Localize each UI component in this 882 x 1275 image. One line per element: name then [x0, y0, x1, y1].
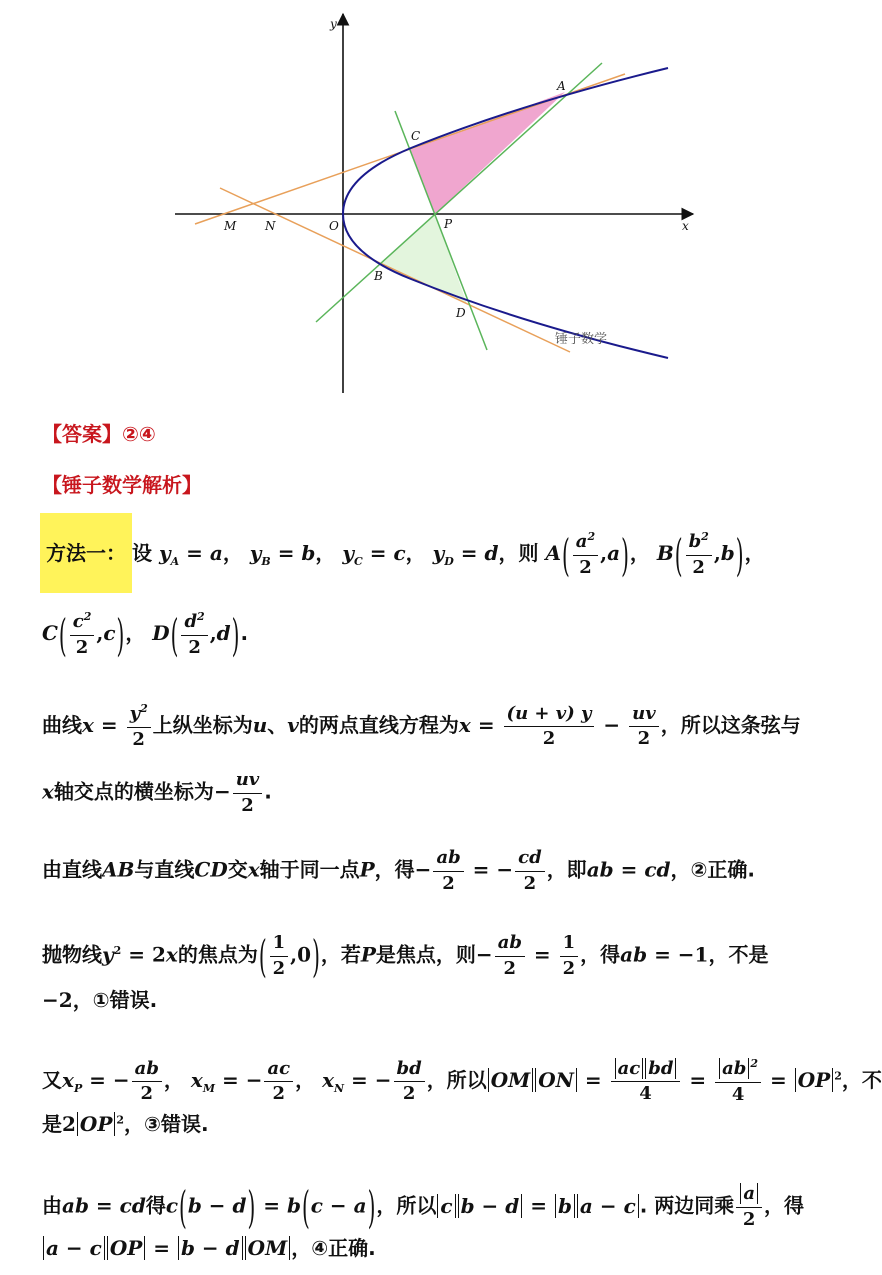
distance-line: 又$x_P$ = − $\frac{ab}{2}$ ， $x_M$ = − $\frac{ac}{2}$ ， $x_N$ = − $\frac{bd}{2}$ ，所以 OM ON = $\frac{\text{ac bd}}{4}$ = $\frac{ab ^2}{4}$ = OP $^2$，不 [42, 1057, 882, 1105]
claim-3-line: 是2 OP $^2$，③错误. [42, 1112, 209, 1136]
method-tag: 方法一： [40, 513, 132, 593]
chord-equation-line: 曲线x = $\frac{y^2}{2}$ 上纵坐标为u、v的两点直线方程为x = $\frac{(u + v) y}{2}$ − $\frac{uv}{2}$ ，所以这条弦与 [42, 702, 801, 750]
method-line-2: C( $\frac{c^2}{2}$ ,c)， D( $\frac{d^2}{2}$ ,d). [42, 608, 249, 662]
focus-line: 抛物线$y^2 = 2x$的焦点为( $\frac{1}{2}$ ,0)，若P是焦点，则− $\frac{ab}{2}$ = $\frac{1}{2}$ ，得ab = −1，不是 [42, 929, 769, 983]
triangle-pca [410, 92, 565, 214]
parabola-figure [0, 0, 828, 400]
point-p-label: P [444, 217, 453, 231]
method-line-1: 方法一： 设 $y_A = a$， $y_B = b$， $y_C = c$， $y_D = d$，则 A( $\frac{a^2}{2}$ ,a)， B( $\frac{b^2}{2}$ ,b)， [42, 531, 765, 578]
line-nbd [220, 188, 570, 352]
claim-1-line: −2，①错误. [42, 988, 158, 1012]
point-m-label: M [224, 219, 237, 233]
parabola-curve [343, 68, 668, 358]
watermark: 锤子数学 [555, 332, 608, 347]
y-axis-label: y [330, 17, 337, 31]
point-a-label: A [557, 79, 566, 93]
answer-heading: 【答案】②④ [42, 422, 156, 446]
point-c-label: C [411, 129, 421, 143]
point-n-label: N [265, 219, 276, 233]
claim-4-line: a − c OP = b − d OM ，④正确. [42, 1238, 376, 1258]
point-d-label: D [456, 306, 466, 320]
x-axis-label: x [682, 219, 689, 233]
analysis-heading: 【锤子数学解析】 [42, 473, 202, 497]
triangle-pbd [380, 214, 467, 304]
intercept-line: x轴交点的横坐标为− $\frac{uv}{2}$ . [42, 769, 272, 816]
same-point-line: 由直线AB与直线CD交x轴于同一点P，得− $\frac{ab}{2}$ = − $\frac{cd}{2}$ ，即ab = cd，②正确. [42, 847, 756, 894]
point-o-label: O [329, 219, 339, 233]
multiply-line: 由ab = cd得c(b − d) = b(c − a)，所以 c b − d = b a − c . 两边同乘 $\frac{a}{2}$ ，得 [42, 1180, 804, 1234]
point-b-label: B [374, 269, 383, 283]
